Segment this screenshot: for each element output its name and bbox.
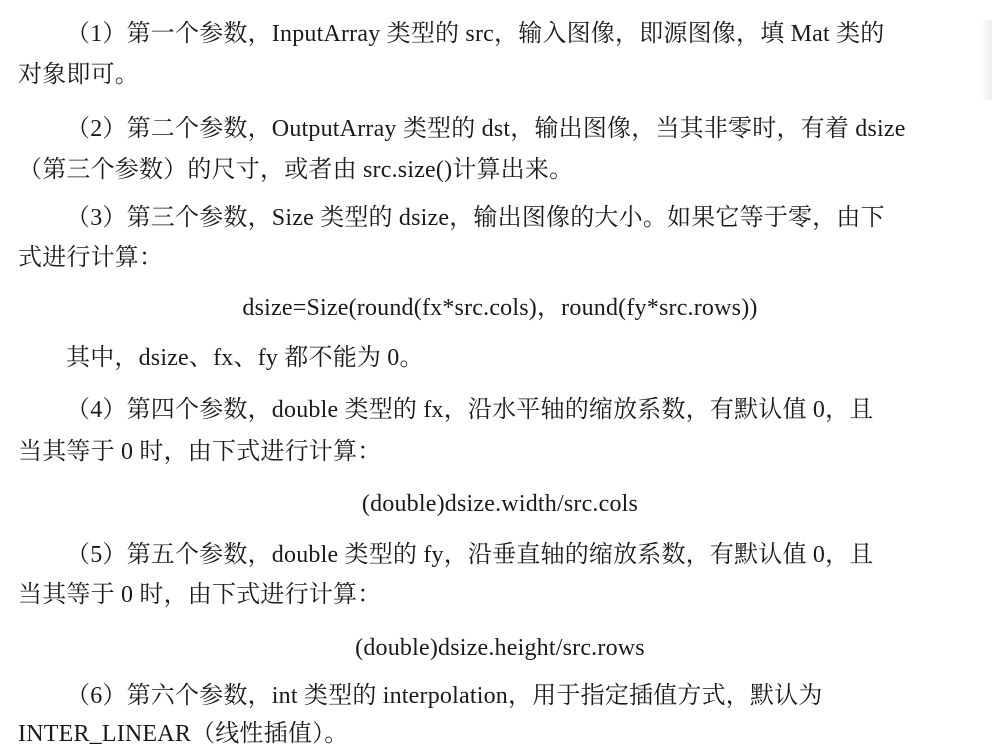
param-6-line-1: （6）第六个参数，int 类型的 interpolation，用于指定插值方式，默认为 [66, 683, 823, 709]
param-4-line-2: 当其等于 0 时，由下式进行计算： [18, 439, 382, 465]
param-3-line-1: （3）第三个参数，Size 类型的 dsize，输出图像的大小。如果它等于零，由下 [66, 205, 885, 231]
param-6-line-2: INTER_LINEAR（线性插值）。 [18, 721, 349, 747]
param-3-line-2: 式进行计算： [18, 245, 164, 271]
param-1-line-1: （1）第一个参数，InputArray 类型的 src，输入图像，即源图像，填 Mat 类的 [66, 21, 885, 47]
note-line: 其中，dsize、fx、fy 都不能为 0。 [66, 345, 424, 371]
param-1-line-2: 对象即可。 [18, 62, 139, 88]
formula-fx: (double)dsize.width/src.cols [361, 491, 639, 517]
param-2-line-2: （第三个参数）的尺寸，或者由 src.size()计算出来。 [18, 157, 574, 183]
scan-edge-shadow [982, 20, 992, 100]
param-5-line-1: （5）第五个参数，double 类型的 fy，沿垂直轴的缩放系数，有默认值 0，且 [66, 542, 874, 568]
formula-dsize: dsize=Size(round(fx*src.cols)，round(fy*src.rows)) [242, 295, 758, 321]
param-4-line-1: （4）第四个参数，double 类型的 fx，沿水平轴的缩放系数，有默认值 0，且 [66, 397, 874, 423]
formula-fy: (double)dsize.height/src.rows [355, 635, 645, 661]
param-2-line-1: （2）第二个参数，OutputArray 类型的 dst，输出图像，当其非零时，有着 dsize [66, 116, 906, 142]
param-5-line-2: 当其等于 0 时，由下式进行计算： [18, 582, 382, 608]
